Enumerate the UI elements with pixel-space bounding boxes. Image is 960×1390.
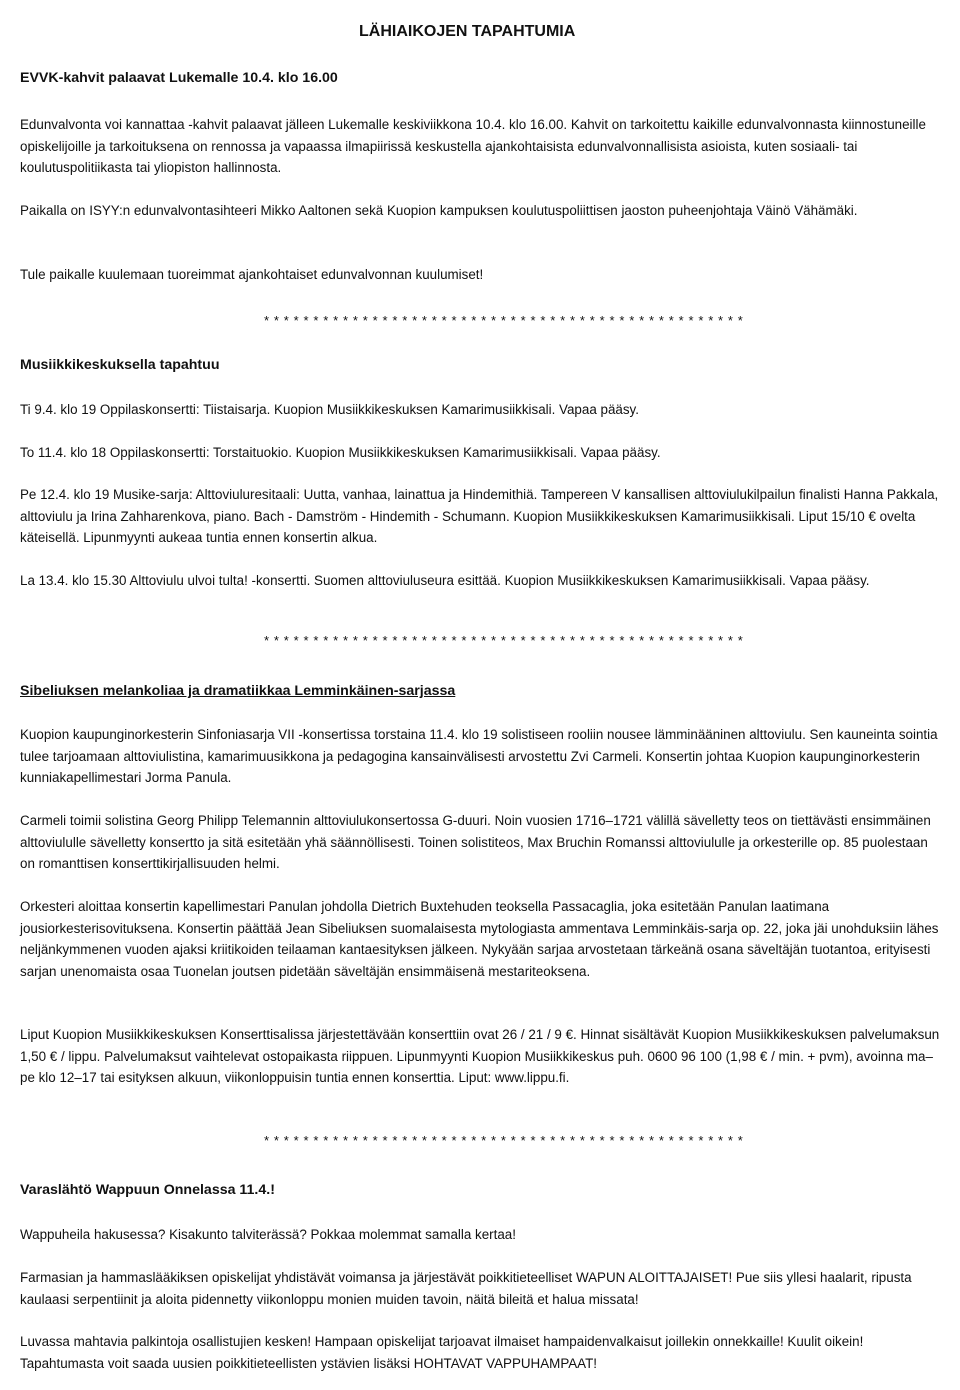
paragraph: Liput Kuopion Musiikkikeskuksen Konserttisalissa järjestettävään konserttiin ovat 26 / 21 / 9 €. Hinnat sisältävät Kuopion Musiikkikeskuksen palvelumaksun 1,50 € / lippu. Palvelumaksut vaihtelevat ostopaikasta riippuen. Lipunmyynti Kuopion Musiikkikeskus puh. 0600 96 100 (1,98 € / min. + pvm), avoinna ma–pe klo 12–17 tai esityksen alkuun, viikonloppuisin tuntia ennen konserttia. Liput: www.lippu.fi. <box>20 1027 940 1085</box>
paragraph: Edunvalvonta voi kannattaa -kahvit palaavat jälleen Lukemalle keskiviikkona 10.4. klo 16.00. Kahvit on tarkoitettu kaikille edunvalvonnasta kiinnostuneille opiskelijoille ja tarkoituksena on rennossa ja vapaassa ilmapiirissä keskustella ajankohtaisista edunvalvonnallisista asioista, kuten sosiaali- tai koulutuspolitiikasta tai yliopiston hallinnosta. <box>20 117 926 175</box>
paragraph: Tule paikalle kuulemaan tuoreimmat ajankohtaiset edunvalvonnan kuulumiset! <box>20 267 484 282</box>
section-heading-evvk: EVVK-kahvit palaavat Lukemalle 10.4. klo 16.00 <box>20 70 338 86</box>
paragraph: Carmeli toimii solistina Georg Philipp Telemannin alttoviulukonsertossa G-duuri. Noin vuosien 1716–1721 välillä sävelletty teos on tiettävästi ensimmäinen alttoviululle sävelletty konsertto ja sitä esitetään yhä säännöllisesti. Toinen solistiteos, Max Bruchin Romanssi alttoviululle ja orkesterille op. 85 puolestaan on romanttisen konserttikirjallisuuden helmi. <box>20 813 931 871</box>
page-title: LÄHIAIKOJEN TAPAHTUMIA <box>359 23 576 40</box>
separator: * * * * * * * * * * * * * * * * * * * * * * * * * * * * * * * * * * * * * * * * * * * * * * * * * <box>264 633 744 648</box>
paragraph: La 13.4. klo 15.30 Alttoviulu ulvoi tulta! -konsertti. Suomen alttoviuluseura esittää. Kuopion Musiikkikeskuksen Kamarimusiikkisali. Vapaa pääsy. <box>20 573 870 588</box>
paragraph: Luvassa mahtavia palkintoja osallistujien kesken! Hampaan opiskelijat tarjoavat ilmaiset hampaidenvalkaisut joillekin onnekkaille! Kuulit oikein! Tapahtumasta voit saada uusien poikkitieteellisten ystävien lisäksi HOHTAVAT VAPPUHAMPAAT! <box>20 1334 864 1371</box>
paragraph: Orkesteri aloittaa konsertin kapellimestari Panulan johdolla Dietrich Buxtehuden teoksella Passacaglia, joka esitetään Panulan laatimana jousiorkesterisovituksena. Konsertin päättää Jean Sibeliuksen suomalaisesta mytologiasta ammentava Lemminkäis-sarja op. 22, joka jäi unohduksiin lähes neljänkymmenen vuoden ajaksi kriitikoiden teilaaman kantaesityksen jälkeen. Nykyään sarjaa arvostetaan tärkeänä osana säveltäjän tuotantoa, erityisesti sarjan unenomaista osaa Tuonelan joutsen pidetään säveltäjän ensimmäisenä mestariteoksena. <box>20 899 939 979</box>
paragraph: Pe 12.4. klo 19 Musike-sarja: Alttoviuluresitaali: Uutta, vanhaa, lainattua ja Hindemithiä. Tampereen V kansallisen alttoviulukilpailun finalisti Hanna Pakkala, alttoviulu ja Irina Zahharenkova, piano. Bach - Damström - Hindemith - Schumann. Kuopion Musiikkikeskuksen Kamarimusiikkisali. Liput 15/10 € ovelta käteisellä. Lipunmyynti aukeaa tuntia ennen konsertin alkua. <box>20 487 939 545</box>
paragraph: Paikalla on ISYY:n edunvalvontasihteeri Mikko Aaltonen sekä Kuopion kampuksen koulutuspoliittisen jaoston puheenjohtaja Väinö Vähämäki. <box>20 203 858 218</box>
section-heading-wappu: Varaslähtö Wappuun Onnelassa 11.4.! <box>20 1182 275 1198</box>
separator: * * * * * * * * * * * * * * * * * * * * * * * * * * * * * * * * * * * * * * * * * * * * * * * * * <box>264 1133 744 1148</box>
paragraph: Kuopion kaupunginorkesterin Sinfoniasarja VII -konsertissa torstaina 11.4. klo 19 solistiseen rooliin nousee lämminääninen alttoviulu. Sen kauneinta sointia tulee tarjoamaan alttoviulistina, kamarimuusikkona ja pedagogina kansainvälisesti arvostettu Zvi Carmeli. Konsertin johtaa Kuopion kaupunginorkesterin kunniakapellimestari Jorma Panula. <box>20 727 938 785</box>
section-heading-music-center: Musiikkikeskuksella tapahtuu <box>20 357 220 373</box>
section-heading-sibelius: Sibeliuksen melankoliaa ja dramatiikkaa Lemminkäinen-sarjassa <box>20 683 456 699</box>
separator: * * * * * * * * * * * * * * * * * * * * * * * * * * * * * * * * * * * * * * * * * * * * * * * * * <box>264 313 744 328</box>
paragraph: Farmasian ja hammaslääkiksen opiskelijat yhdistävät voimansa ja järjestävät poikkitieteelliset WAPUN ALOITTAJAISET! Pue siis yllesi haalarit, ripusta kaulaasi serpentiinit ja aloita pidennetty viikonloppu monien muiden tavoin, näitä bileitä et halua missata! <box>20 1270 912 1307</box>
paragraph: Ti 9.4. klo 19 Oppilaskonsertti: Tiistaisarja. Kuopion Musiikkikeskuksen Kamarimusiikkisali. Vapaa pääsy. <box>20 402 639 417</box>
paragraph: To 11.4. klo 18 Oppilaskonsertti: Torstaituokio. Kuopion Musiikkikeskuksen Kamarimusiikkisali. Vapaa pääsy. <box>20 445 661 460</box>
paragraph: Wappuheila hakusessa? Kisakunto talviterässä? Pokkaa molemmat samalla kertaa! <box>20 1227 516 1242</box>
